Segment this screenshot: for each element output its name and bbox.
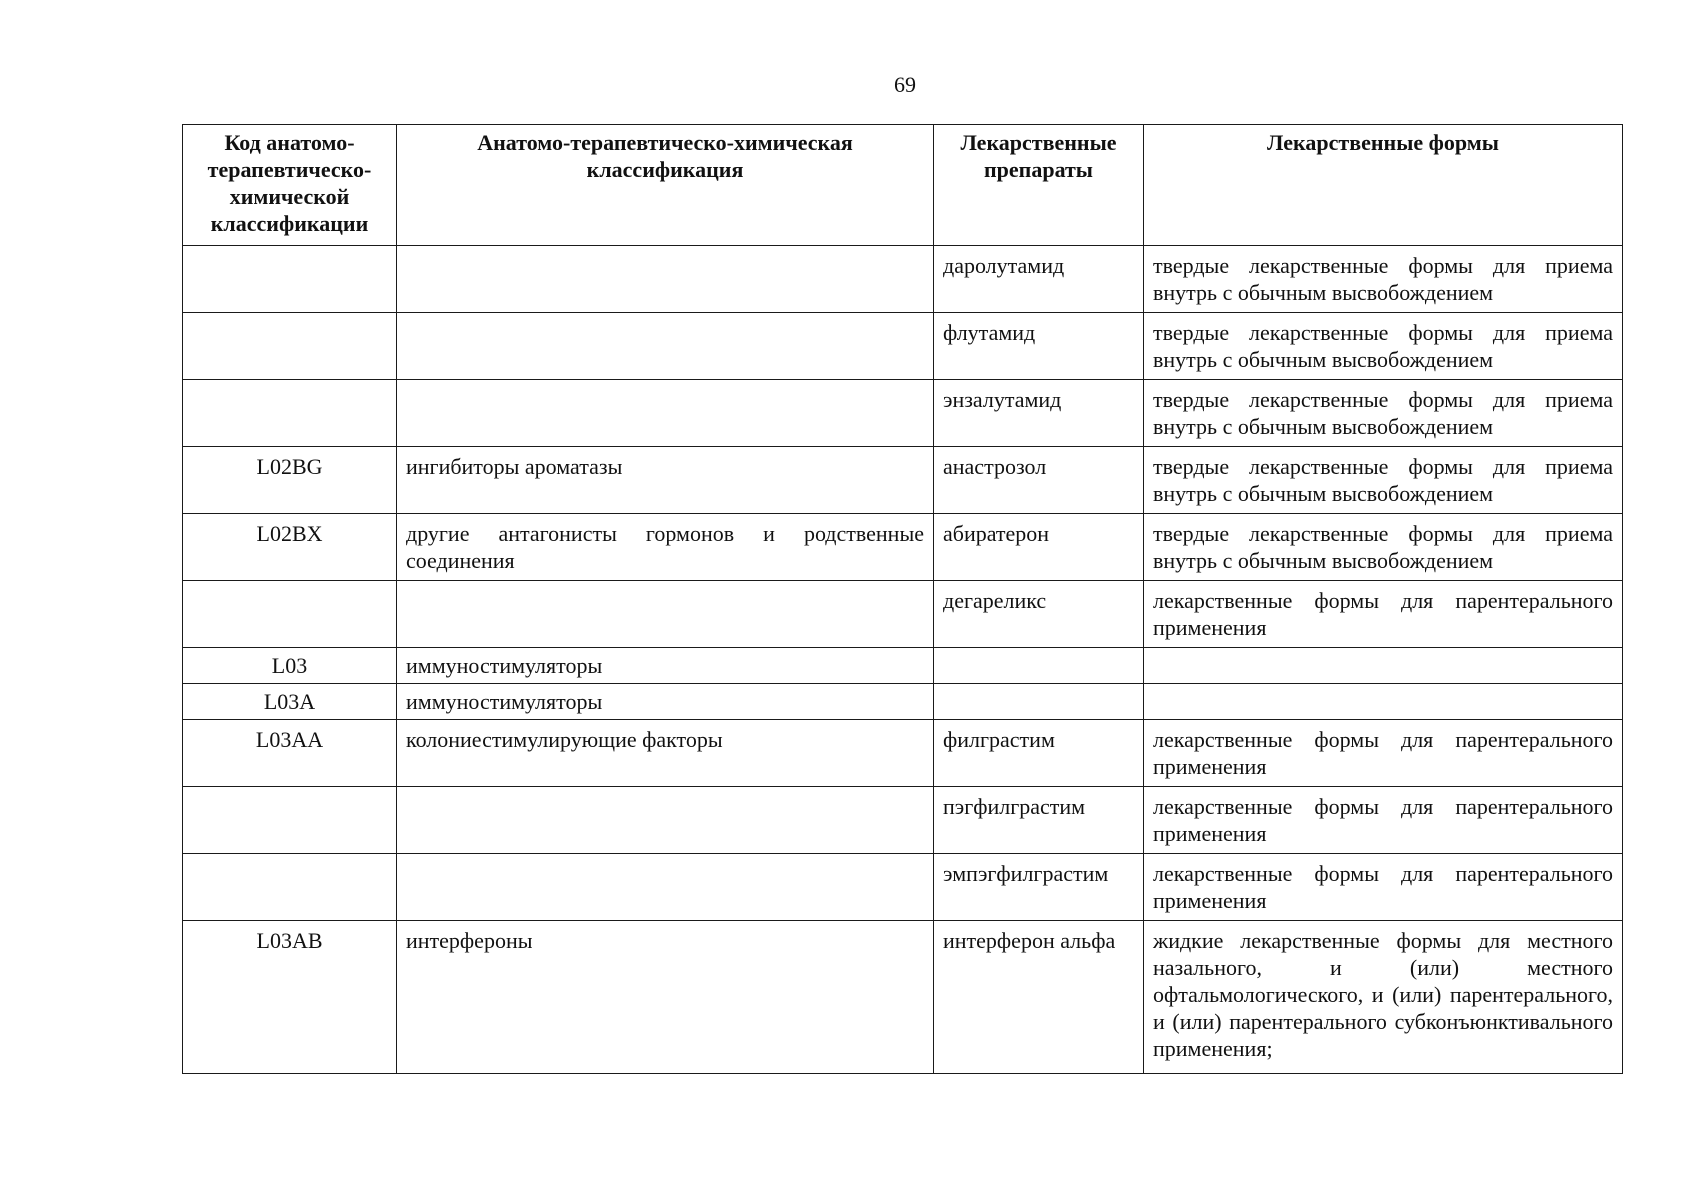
atc-code-cell [183, 787, 397, 854]
atc-code-cell: L02BG [183, 447, 397, 514]
drug-cell: флутамид [934, 313, 1144, 380]
table-row [183, 787, 1623, 854]
atc-code-cell: L02BX [183, 514, 397, 581]
table-row [183, 246, 1623, 313]
dosage-form-cell: твердые лекарственные формы для приема внутрь с обычным высвобождением [1144, 447, 1623, 514]
table-header-row [183, 125, 1623, 246]
drug-cell [934, 684, 1144, 720]
classification-cell [397, 787, 934, 854]
table-row [183, 313, 1623, 380]
drug-cell: анастрозол [934, 447, 1144, 514]
table-row [183, 581, 1623, 648]
dosage-form-cell: жидкие лекарственные формы для местного назального, и (или) местного офтальмологического, и (или) парентерального, и (или) парентерального субконъюнктивального применения; [1144, 921, 1623, 1074]
classification-cell: иммуностимуляторы [397, 684, 934, 720]
classification-cell: иммуностимуляторы [397, 648, 934, 684]
table-row [183, 514, 1623, 581]
dosage-form-cell: лекарственные формы для парентерального применения [1144, 581, 1623, 648]
table-row [183, 720, 1623, 787]
atc-code-cell: L03A [183, 684, 397, 720]
header-drugs: Лекарственные препараты [934, 125, 1144, 246]
atc-code-cell: L03AB [183, 921, 397, 1074]
drug-cell: даролутамид [934, 246, 1144, 313]
table-row [183, 854, 1623, 921]
atc-code-cell [183, 581, 397, 648]
classification-cell [397, 581, 934, 648]
dosage-form-cell: твердые лекарственные формы для приема внутрь с обычным высвобождением [1144, 380, 1623, 447]
atc-code-cell: L03 [183, 648, 397, 684]
table-row [183, 921, 1623, 1074]
dosage-form-cell: твердые лекарственные формы для приема внутрь с обычным высвобождением [1144, 514, 1623, 581]
classification-cell [397, 313, 934, 380]
dosage-form-cell: твердые лекарственные формы для приема внутрь с обычным высвобождением [1144, 313, 1623, 380]
atc-code-cell: L03AA [183, 720, 397, 787]
drug-cell: интерферон альфа [934, 921, 1144, 1074]
classification-cell [397, 380, 934, 447]
table-row [183, 380, 1623, 447]
drug-cell: филграстим [934, 720, 1144, 787]
atc-code-cell [183, 313, 397, 380]
atc-code-cell [183, 380, 397, 447]
atc-code-cell [183, 246, 397, 313]
header-atc-code: Код анатомо-терапевтическо-химической классификации [183, 125, 397, 246]
classification-cell: ингибиторы ароматазы [397, 447, 934, 514]
drug-cell: энзалутамид [934, 380, 1144, 447]
table-row [183, 684, 1623, 720]
classification-cell: другие антагонисты гормонов и родственные соединения [397, 514, 934, 581]
atc-table [182, 124, 1623, 1074]
classification-cell [397, 246, 934, 313]
dosage-form-cell: лекарственные формы для парентерального применения [1144, 787, 1623, 854]
classification-cell [397, 854, 934, 921]
drug-cell: эмпэгфилграстим [934, 854, 1144, 921]
dosage-form-cell: лекарственные формы для парентерального применения [1144, 854, 1623, 921]
dosage-form-cell: лекарственные формы для парентерального применения [1144, 720, 1623, 787]
drug-cell: дегареликс [934, 581, 1144, 648]
header-dosage-forms: Лекарственные формы [1144, 125, 1623, 246]
table-row [183, 447, 1623, 514]
drug-cell: абиратерон [934, 514, 1144, 581]
table-row [183, 648, 1623, 684]
atc-code-cell [183, 854, 397, 921]
header-atc-classification: Анатомо-терапевтическо-химическая классификация [397, 125, 934, 246]
drug-cell: пэгфилграстим [934, 787, 1144, 854]
classification-cell: колониестимулирующие факторы [397, 720, 934, 787]
dosage-form-cell [1144, 684, 1623, 720]
page-number: 69 [894, 72, 916, 97]
drug-cell [934, 648, 1144, 684]
classification-cell: интерфероны [397, 921, 934, 1074]
dosage-form-cell: твердые лекарственные формы для приема внутрь с обычным высвобождением [1144, 246, 1623, 313]
dosage-form-cell [1144, 648, 1623, 684]
